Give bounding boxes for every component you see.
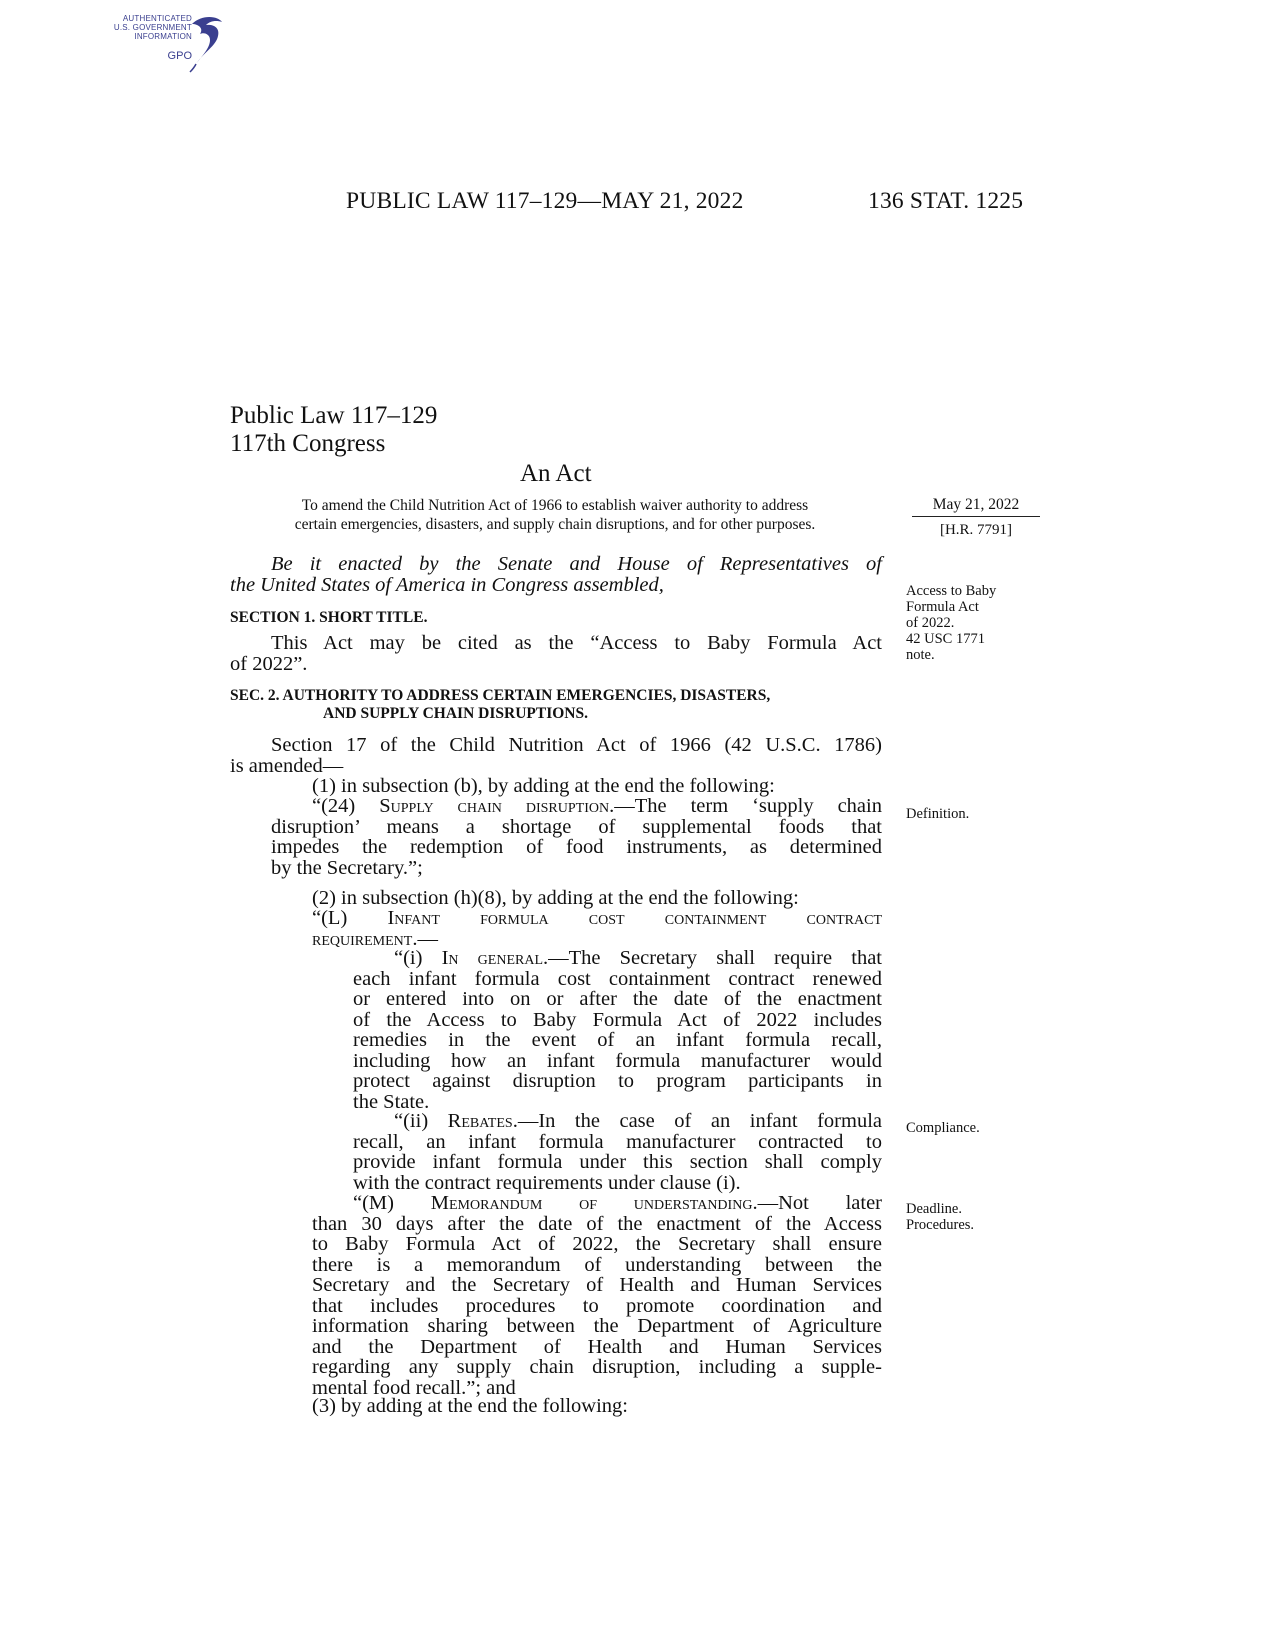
defined-term-heading: Supply chain disruption [379, 795, 610, 817]
note-line: Formula Act [906, 599, 979, 615]
margin-bill-number: [H.R. 7791] [939, 522, 1013, 538]
running-header-law-date: PUBLIC LAW 117–129—MAY 21, 2022 [346, 188, 744, 214]
text-line: Section 17 of the Child Nutrition Act of 1966 (42 U.S.C. 1786) [271, 734, 882, 756]
clause-ii [353, 1111, 882, 1193]
section-1-text [230, 633, 882, 674]
text-line [312, 908, 882, 929]
text-line: regarding any supply chain disruption, including a supple- [312, 1356, 882, 1378]
margin-note-definition: Definition. [906, 806, 970, 822]
text-line: than 30 days after the date of the enactment of the Access [312, 1212, 882, 1235]
text-line: remedies in the event of an infant formula recall, [353, 1029, 882, 1051]
text-line: Secretary and the Secretary of Health and Human Services [312, 1274, 882, 1296]
clause-lead: “(i) [394, 947, 442, 969]
margin-note-short-title [906, 583, 1036, 663]
margin-note-compliance: Compliance. [906, 1120, 980, 1136]
text-line [271, 796, 882, 817]
text-run: .—In the case of an infant formula [512, 1110, 882, 1132]
purpose-line: To amend the Child Nutrition Act of 1966 to establish waiver authority to address [301, 497, 809, 514]
section-2-intro [230, 735, 882, 776]
text-line: including how an infant formula manufacturer would [353, 1049, 882, 1072]
subparagraph-heading: requirement [312, 927, 413, 950]
subparagraph-L [312, 908, 882, 949]
running-header-stat-page: 136 STAT. 1225 [868, 188, 1024, 214]
text-line: to Baby Formula Act of 2022, the Secretary shall ensure [312, 1233, 882, 1255]
public-law-title: Public Law 117–129 [230, 402, 438, 429]
note-line: Deadline. [906, 1201, 962, 1217]
definition-24 [271, 796, 882, 878]
text-line: of the Access to Baby Formula Act of 2022 includes [353, 1008, 882, 1031]
section-1-heading: SECTION 1. SHORT TITLE. [230, 609, 428, 626]
text-line: the State. [353, 1090, 430, 1113]
note-line: of 2022. [906, 615, 955, 631]
section-2-heading [230, 687, 882, 723]
subparagraph-heading: Memorandum of understanding [430, 1192, 753, 1214]
note-line: Access to Baby [906, 583, 997, 599]
paragraph-1: (1) in subsection (b), by adding at the end the following: [312, 775, 775, 797]
note-line: 42 USC 1771 [906, 631, 985, 647]
clause-lead: “(M) [353, 1192, 431, 1214]
text-line: is amended— [230, 754, 344, 777]
text-line: of 2022”. [230, 652, 308, 675]
margin-note-deadline [906, 1201, 1036, 1233]
text-line: This Act may be cited as the “Access to Baby Formula Act [271, 632, 882, 654]
eagle-icon [188, 12, 228, 74]
clause-i [353, 948, 882, 1112]
seal-line-information: INFORMATION [134, 32, 192, 41]
text-line: or entered into on or after the date of the enactment [353, 988, 882, 1010]
subparagraph-M [312, 1193, 882, 1398]
subparagraph-heading: Infant formula cost containment contract [387, 907, 882, 929]
act-heading: An Act [520, 460, 592, 487]
gpo-authentication-seal [88, 12, 228, 74]
text-line: with the contract requirements under clause (i). [353, 1171, 741, 1194]
text-line: impedes the redemption of food instruments, as determined [271, 836, 882, 858]
margin-enactment-date: May 21, 2022 [932, 496, 1020, 513]
clause-lead: “(L) [312, 907, 388, 929]
act-purpose [230, 496, 880, 534]
paragraph-2: (2) in subsection (h)(8), by adding at the end the following: [312, 887, 799, 909]
text-line: and the Department of Health and Human Services [312, 1335, 882, 1358]
text-line [312, 929, 882, 950]
seal-line-government: U.S. GOVERNMENT [113, 23, 192, 32]
text-line [312, 1193, 882, 1214]
clause-lead: “(24) [312, 795, 380, 817]
text-line: each infant formula cost containment contract renewed [353, 967, 882, 990]
text-line: recall, an infant formula manufacturer contracted to [353, 1130, 882, 1153]
purpose-line: certain emergencies, disasters, and supply chain disruptions, and for other purposes. [294, 516, 816, 533]
text-run: .— [412, 927, 438, 950]
paragraph-3: (3) by adding at the end the following: [312, 1395, 628, 1417]
text-line: that includes procedures to promote coordination and [312, 1294, 882, 1317]
note-line: Procedures. [906, 1217, 975, 1233]
text-line [353, 948, 882, 969]
congress-label: 117th Congress [230, 430, 386, 457]
text-line: by the Secretary.”; [271, 856, 423, 879]
text-run: .—Not later [752, 1192, 883, 1214]
text-run: .—The term ‘supply chain [609, 795, 882, 817]
heading-line: SEC. 2. AUTHORITY TO ADDRESS CERTAIN EMERGENCIES, DISASTERS, [230, 687, 771, 704]
text-line: provide infant formula under this section shall comply [353, 1151, 882, 1173]
enacting-clause [230, 554, 882, 595]
text-line: disruption’ means a shortage of supplemental foods that [271, 815, 882, 838]
text-line [353, 1111, 882, 1132]
clause-lead: “(ii) [394, 1110, 448, 1132]
note-line: note. [906, 647, 935, 663]
clause-heading: In general [441, 947, 544, 969]
text-line: information sharing between the Department of Agriculture [312, 1315, 882, 1337]
text-line: there is a memorandum of understanding between the [312, 1253, 882, 1276]
text-line: protect against disruption to program participants in [353, 1070, 882, 1092]
enacting-line: Be it enacted by the Senate and House of Representatives of [271, 553, 882, 575]
margin-divider [912, 516, 1040, 517]
heading-line: AND SUPPLY CHAIN DISRUPTIONS. [323, 705, 588, 722]
text-line: mental food recall.”; and [312, 1376, 516, 1399]
seal-line-authenticated: AUTHENTICATED [122, 14, 192, 23]
enacting-line: the United States of America in Congress assembled, [230, 573, 664, 596]
clause-heading: Rebates [447, 1110, 513, 1132]
text-run: .—The Secretary shall require that [543, 947, 882, 969]
seal-gpo-mark: GPO [167, 50, 192, 62]
